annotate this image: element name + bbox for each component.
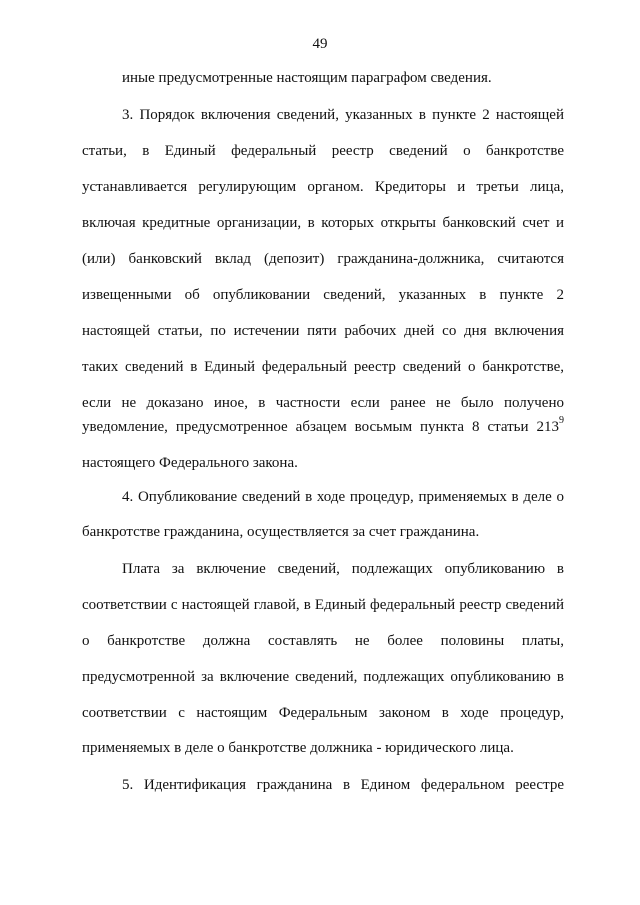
text-line-11 [82, 415, 564, 436]
text-line-13: 4. Опубликование сведений в ходе процедур, применяемых в деле о [122, 489, 564, 505]
text-line-20: применяемых в деле о банкротстве должника - юридического лица. [82, 740, 514, 756]
text-line-21: 5. Идентификация гражданина в Едином федеральном реестре [122, 777, 564, 793]
text-line-7: извещенными об опубликовании сведений, указанных в пункте 2 [82, 287, 564, 303]
text-line-15: Плата за включение сведений, подлежащих опубликованию в [122, 561, 564, 577]
text-line-17: о банкротстве должна составлять не более половины платы, [82, 633, 564, 649]
text-line-3: статьи, в Единый федеральный реестр сведений о банкротстве [82, 143, 564, 159]
text-line-5: включая кредитные организации, в которых открыты банковский счет и [82, 215, 564, 231]
text-line-19: соответствии с настоящим Федеральным законом в ходе процедур, [82, 705, 564, 721]
superscript-213: 9 [559, 415, 564, 426]
text-line-14: банкротстве гражданина, осуществляется за счет гражданина. [82, 524, 480, 540]
text-line-9: таких сведений в Единый федеральный реестр сведений о банкротстве, [82, 359, 564, 375]
text-line-18: предусмотренной за включение сведений, подлежащих опубликованию в [82, 669, 564, 685]
text-line-11-body: уведомление, предусмотренное абзацем восьмым пункта 8 статьи 213 [82, 419, 559, 435]
text-line-8: настоящей статьи, по истечении пяти рабочих дней со дня включения [82, 323, 564, 339]
text-line-1: иные предусмотренные настоящим параграфом сведения. [122, 70, 492, 86]
page-number: 49 [312, 36, 328, 52]
text-line-16: соответствии с настоящей главой, в Единый федеральный реестр сведений [82, 597, 564, 613]
text-line-12: настоящего Федерального закона. [82, 455, 298, 471]
text-line-2: 3. Порядок включения сведений, указанных в пункте 2 настоящей [122, 107, 564, 123]
text-line-10: если не доказано иное, в частности если ранее не было получено [82, 395, 564, 411]
text-line-6: (или) банковский вклад (депозит) гражданина-должника, считаются [82, 251, 564, 267]
text-line-4: устанавливается регулирующим органом. Кредиторы и третьи лица, [82, 179, 564, 195]
